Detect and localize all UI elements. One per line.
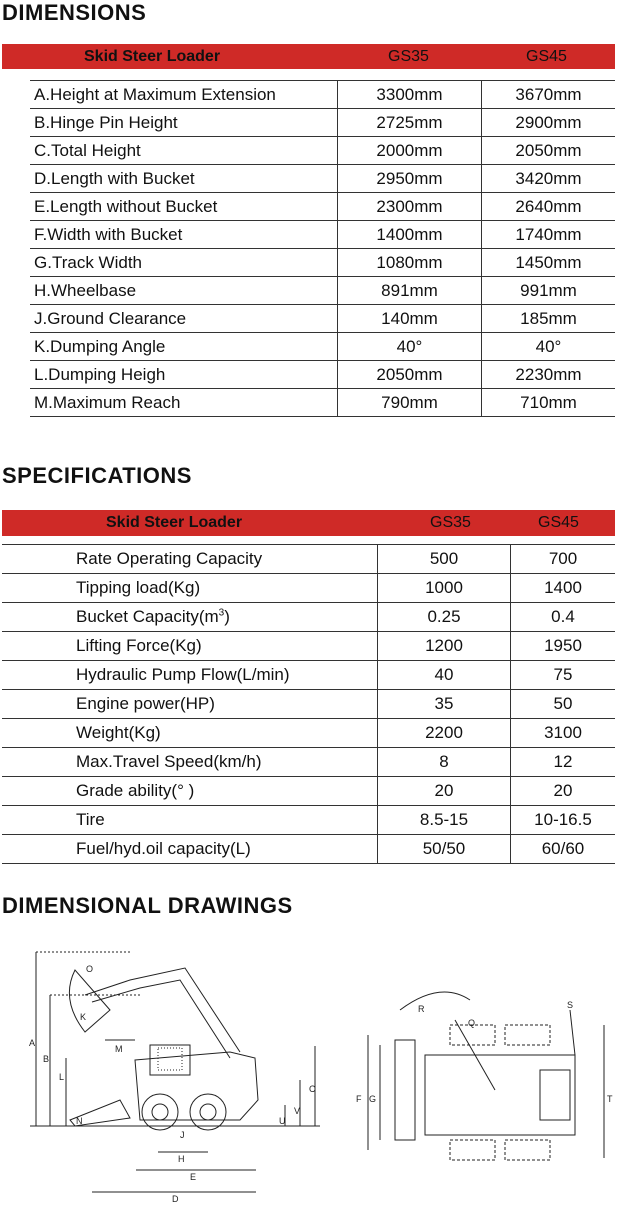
specifications-value-gs45: 1400: [511, 574, 616, 603]
label-n: N: [76, 1116, 83, 1126]
label-c: C: [309, 1084, 316, 1094]
specifications-value-gs35: 40: [378, 661, 511, 690]
dimensions-row: [30, 389, 615, 417]
dimensions-row-label: L.Dumping Heigh: [34, 364, 166, 384]
label-u: U: [279, 1116, 286, 1126]
dimensions-value-gs45: 2230mm: [482, 361, 616, 389]
specifications-value-gs35: 1000: [378, 574, 511, 603]
top-view-drawing: [368, 992, 604, 1160]
specifications-value-gs45: 0.4: [511, 603, 616, 632]
label-h: H: [178, 1154, 185, 1164]
specifications-value-gs45: 10-16.5: [511, 806, 616, 835]
specifications-value-gs35: 1200: [378, 632, 511, 661]
specifications-value-gs35: 0.25: [378, 603, 511, 632]
specifications-row: [2, 545, 615, 574]
dimensions-value-gs45: 1450mm: [482, 249, 616, 277]
specifications-row-label: Hydraulic Pump Flow(L/min): [76, 665, 290, 684]
specifications-row: [2, 806, 615, 835]
dimensions-value-gs45: 991mm: [482, 277, 616, 305]
dimensions-value-gs35: 3300mm: [338, 81, 482, 109]
label-g: G: [369, 1094, 377, 1104]
dimensions-row-label: D.Length with Bucket: [34, 168, 195, 188]
dimensional-drawings: [0, 940, 619, 1212]
label-e: E: [190, 1172, 197, 1182]
dimensions-row-label: E.Length without Bucket: [34, 196, 218, 216]
dimensions-value-gs35: 790mm: [338, 389, 482, 417]
dimensions-value-gs45: 1740mm: [482, 221, 616, 249]
dimensions-label-cell: [30, 305, 338, 333]
specifications-title: SPECIFICATIONS: [2, 463, 192, 488]
dimensions-label-cell: [30, 193, 338, 221]
specifications-value-gs35: 8.5-15: [378, 806, 511, 835]
specifications-row-label: Tire: [76, 810, 105, 829]
specifications-row: [2, 835, 615, 864]
specifications-row-label: Weight(Kg): [76, 723, 161, 742]
dimensions-value-gs45: 3420mm: [482, 165, 616, 193]
dimensions-row-label: B.Hinge Pin Height: [34, 112, 178, 132]
dimensions-value-gs35: 2050mm: [338, 361, 482, 389]
dimensions-label-cell: [30, 81, 338, 109]
specifications-header-gs35: GS35: [430, 514, 471, 531]
dimensions-row-label: F.Width with Bucket: [34, 224, 183, 244]
specifications-value-gs45: 50: [511, 690, 616, 719]
drawings-title: DIMENSIONAL DRAWINGS: [2, 893, 293, 918]
specifications-table: [2, 544, 615, 864]
specifications-value-gs35: 2200: [378, 719, 511, 748]
label-l: L: [59, 1072, 65, 1082]
specifications-row: [2, 632, 615, 661]
dimensions-value-gs35: 40°: [338, 333, 482, 361]
specifications-row: [2, 661, 615, 690]
label-k: K: [80, 1012, 87, 1022]
dimensions-label-cell: [30, 277, 338, 305]
dimensions-row-label: A.Height at Maximum Extension: [34, 84, 276, 104]
label-f: F: [356, 1094, 362, 1104]
dimensions-row: [30, 333, 615, 361]
specifications-value-gs45: 1950: [511, 632, 616, 661]
dimensions-row-label: G.Track Width: [34, 252, 142, 272]
specifications-row-label: Fuel/hyd.oil capacity(L): [76, 839, 251, 858]
specifications-row-label-tail: ): [224, 607, 230, 626]
specifications-value-gs45: 12: [511, 748, 616, 777]
dimensions-row: [30, 305, 615, 333]
dimensions-value-gs45: 2050mm: [482, 137, 616, 165]
specifications-label-cell: [2, 719, 378, 748]
dimensions-label-cell: [30, 137, 338, 165]
dimensions-value-gs35: 1400mm: [338, 221, 482, 249]
label-d: D: [172, 1194, 179, 1204]
dimensions-label-cell: [30, 361, 338, 389]
label-j: J: [180, 1130, 185, 1140]
label-o: O: [86, 964, 94, 974]
specifications-row-label: Grade ability(° ): [76, 781, 195, 800]
specifications-header-gs45: GS45: [538, 514, 579, 531]
dimensions-value-gs35: 2000mm: [338, 137, 482, 165]
specifications-value-gs35: 20: [378, 777, 511, 806]
label-v: V: [294, 1106, 301, 1116]
label-m: M: [115, 1044, 123, 1054]
specifications-value-gs45: 75: [511, 661, 616, 690]
specifications-label-cell: [2, 777, 378, 806]
label-t: T: [607, 1094, 613, 1104]
specifications-value-gs35: 500: [378, 545, 511, 574]
dimensions-value-gs45: 3670mm: [482, 81, 616, 109]
dimensions-value-gs45: 40°: [482, 333, 616, 361]
dimensions-row-label: C.Total Height: [34, 140, 141, 160]
dimensions-label-cell: [30, 165, 338, 193]
dimensions-value-gs45: 2640mm: [482, 193, 616, 221]
specifications-label-cell: [2, 748, 378, 777]
specifications-value-gs45: 700: [511, 545, 616, 574]
dimensions-row-label: H.Wheelbase: [34, 280, 137, 300]
specifications-row: [2, 574, 615, 603]
dimensions-row-label: J.Ground Clearance: [34, 308, 187, 328]
dimensions-value-gs35: 2950mm: [338, 165, 482, 193]
specifications-value-gs35: 8: [378, 748, 511, 777]
dimensions-header-gs35: GS35: [388, 47, 429, 65]
specifications-value-gs35: 50/50: [378, 835, 511, 864]
specifications-header-bar: [2, 510, 615, 536]
dimensions-row: [30, 277, 615, 305]
dimensions-header-bar: [2, 44, 615, 69]
specifications-row: [2, 603, 615, 632]
dimensions-label-cell: [30, 221, 338, 249]
side-view-drawing: [30, 952, 320, 1192]
dimensions-label-cell: [30, 109, 338, 137]
specifications-row: [2, 748, 615, 777]
dimensions-row: [30, 221, 615, 249]
dimensions-row: [30, 165, 615, 193]
specifications-row-label: Engine power(HP): [76, 694, 215, 713]
specifications-value-gs45: 20: [511, 777, 616, 806]
dimensions-row: [30, 137, 615, 165]
specifications-header-model: Skid Steer Loader: [106, 514, 243, 531]
dimensions-value-gs35: 891mm: [338, 277, 482, 305]
label-a: A: [29, 1038, 36, 1048]
dimensions-row: [30, 193, 615, 221]
label-q: Q: [468, 1018, 476, 1028]
specifications-label-cell: [2, 806, 378, 835]
specifications-row-label: Tipping load(Kg): [76, 578, 201, 597]
specifications-value-gs45: 3100: [511, 719, 616, 748]
label-r: R: [418, 1004, 425, 1014]
specifications-label-cell: [2, 545, 378, 574]
dimensions-value-gs35: 2300mm: [338, 193, 482, 221]
specifications-label-cell: [2, 603, 378, 632]
dimensions-label-cell: [30, 333, 338, 361]
label-b: B: [43, 1054, 50, 1064]
dimensions-value-gs35: 2725mm: [338, 109, 482, 137]
dimensions-row: [30, 249, 615, 277]
specifications-label-cell: [2, 661, 378, 690]
dimensions-header-gs45: GS45: [526, 47, 567, 65]
dimensions-value-gs45: 185mm: [482, 305, 616, 333]
specifications-label-cell: [2, 632, 378, 661]
specifications-row-label: Rate Operating Capacity: [76, 549, 263, 568]
dimensions-value-gs35: 1080mm: [338, 249, 482, 277]
specifications-row-label: Bucket Capacity(m: [76, 607, 219, 626]
specifications-row: [2, 719, 615, 748]
dimensions-row: [30, 81, 615, 109]
specifications-row: [2, 690, 615, 719]
specifications-row-label: Max.Travel Speed(km/h): [76, 752, 262, 771]
dimensions-header-model: Skid Steer Loader: [84, 47, 221, 65]
dimensions-value-gs45: 710mm: [482, 389, 616, 417]
dimensions-row-label: M.Maximum Reach: [34, 392, 181, 412]
label-s: S: [567, 1000, 574, 1010]
specifications-label-cell: [2, 835, 378, 864]
specifications-row-label: Lifting Force(Kg): [76, 636, 202, 655]
specifications-label-cell: [2, 690, 378, 719]
dimensions-value-gs35: 140mm: [338, 305, 482, 333]
dimensions-label-cell: [30, 249, 338, 277]
dimensions-title: DIMENSIONS: [2, 0, 147, 25]
specifications-row-label-superscript: 3: [218, 607, 225, 619]
dimensions-row-label: K.Dumping Angle: [34, 336, 166, 356]
specifications-row: [2, 777, 615, 806]
specifications-label-cell: [2, 574, 378, 603]
dimensions-label-cell: [30, 389, 338, 417]
dimensions-table: [30, 80, 615, 417]
specifications-value-gs45: 60/60: [511, 835, 616, 864]
specifications-value-gs35: 35: [378, 690, 511, 719]
dimensions-value-gs45: 2900mm: [482, 109, 616, 137]
dimensions-row: [30, 361, 615, 389]
dimensions-row: [30, 109, 615, 137]
